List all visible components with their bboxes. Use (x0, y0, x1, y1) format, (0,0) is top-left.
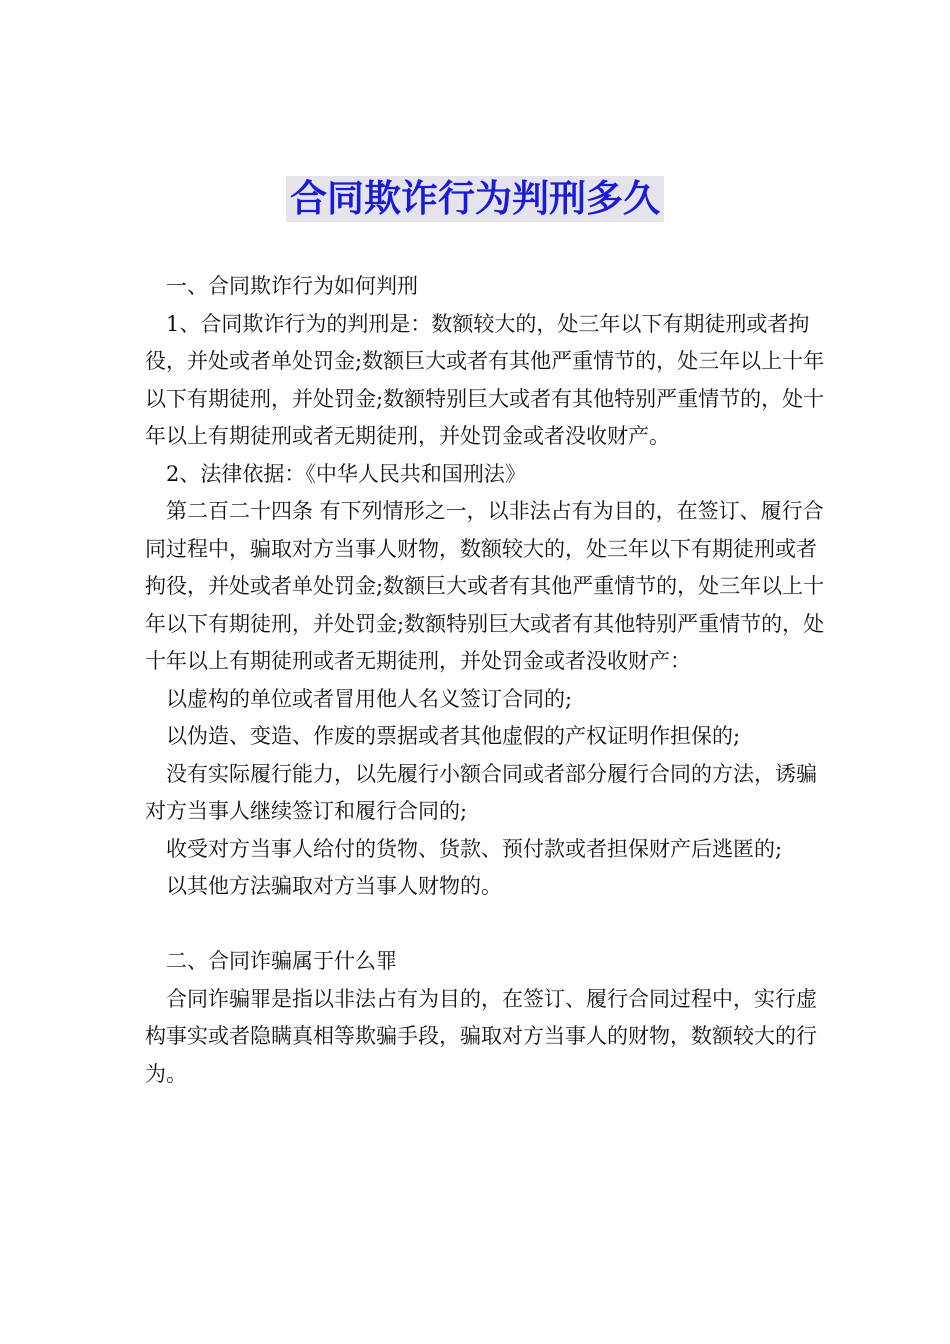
law-article-paragraph: 第二百二十四条 有下列情形之一，以非法占有为目的，在签订、履行合同过程中，骗取对方当事人财物，数额较大的，处三年以下有期徒刑或者拘役，并处或者单处罚金;数额巨大或者有其他严重情节的，处三年以上十年以下有期徒刑，并处罚金;数额特别巨大或者有其他特别严重情节的，处十年以上有期徒刑或者无期徒刑，并处罚金或者没收财产： (145, 499, 825, 673)
law-item-2: 以伪造、变造、作废的票据或者其他虚假的产权证明作担保的; (166, 724, 741, 748)
law-item-1: 以虚构的单位或者冒用他人名义签订合同的; (166, 686, 573, 711)
section-2-heading: 二、合同诈骗属于什么罪 (166, 949, 397, 973)
section-1-heading: 一、合同欺诈行为如何判刑 (166, 274, 418, 298)
section-1-paragraph-1: 1、合同欺诈行为的判刑是：数额较大的，处三年以下有期徒刑或者拘役，并处或者单处罚金;数额巨大或者有其他严重情节的，处三年以上十年以下有期徒刑，并处罚金;数额特别巨大或者有其他特别严重情节的，处十年以上有期徒刑或者无期徒刑，并处罚金或者没收财产。 (145, 311, 825, 448)
law-item-4: 收受对方当事人给付的货物、货款、预付款或者担保财产后逃匿的; (166, 836, 783, 861)
law-item-3: 没有实际履行能力，以先履行小额合同或者部分履行合同的方法，诱骗对方当事人继续签订和履行合同的; (145, 761, 817, 823)
law-item-5: 以其他方法骗取对方当事人财物的。 (166, 874, 502, 898)
document-title: 合同欺诈行为判刑多久 (286, 176, 664, 222)
section-2-paragraph-1: 合同诈骗罪是指以非法占有为目的，在签订、履行合同过程中，实行虚构事实或者隐瞒真相等欺骗手段，骗取对方当事人的财物，数额较大的行为。 (145, 986, 817, 1086)
title-container (0, 176, 950, 222)
section-1-paragraph-2: 2、法律依据：《中华人民共和国刑法》 (166, 461, 526, 486)
section-spacer (145, 906, 825, 944)
document-body (145, 268, 825, 1093)
